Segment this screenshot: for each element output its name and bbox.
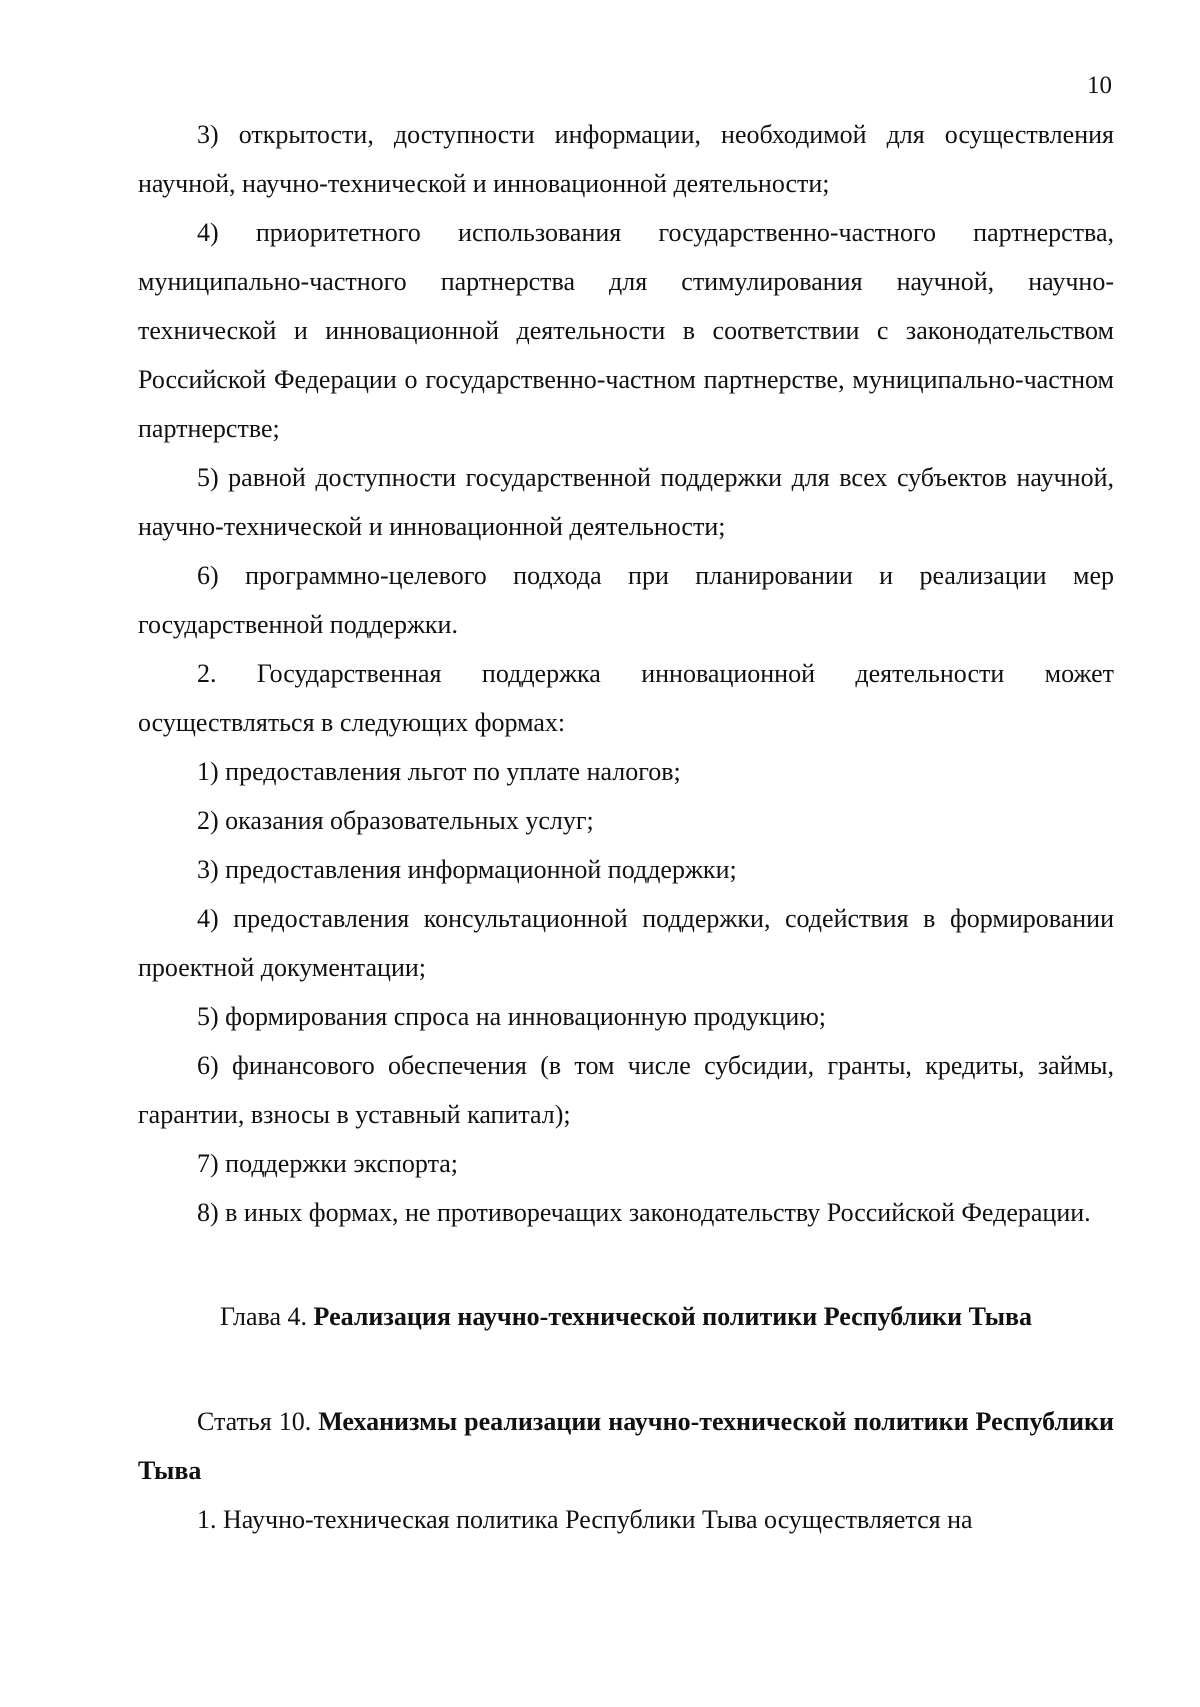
paragraph: 1. Научно-техническая политика Республики Тыва осуществляется на — [197, 1505, 973, 1534]
list-item: 8) в иных формах, не противоречащих законодательству Российской Федерации. — [197, 1198, 1091, 1227]
list-item: 3) предоставления информационной поддержки; — [197, 855, 737, 884]
list-item: 1) предоставления льгот по уплате налогов; — [197, 757, 681, 786]
list-item: 5) формирования спроса на инновационную продукцию; — [197, 1002, 826, 1031]
paragraph: 2. Государственная поддержка инновационной деятельности может осуществляться в следующих формах: — [138, 659, 1114, 737]
paragraph: 4) приоритетного использования государственно-частного партнерства, муниципально-частного партнерства для стимулирования научной, научно-технической и инновационной деятельности в соответствии с законодательством Российской Федерации о государственно-частном партнерстве, муниципально-частном партнерстве; — [138, 218, 1114, 443]
article-prefix: Статья 10. — [197, 1407, 312, 1436]
paragraph: 3) открытости, доступности информации, необходимой для осуществления научной, научно-технической и инновационной деятельности; — [138, 120, 1114, 198]
article-heading — [138, 1397, 1114, 1495]
page-number: 10 — [1087, 72, 1112, 99]
chapter-heading — [138, 1292, 1114, 1341]
paragraph: 6) программно-целевого подхода при планировании и реализации мер государственной поддержки. — [138, 561, 1114, 639]
paragraph: 5) равной доступности государственной поддержки для всех субъектов научной, научно-технической и инновационной деятельности; — [138, 463, 1114, 541]
article-title: Механизмы реализации научно-технической политики Республики Тыва — [138, 1407, 1114, 1485]
chapter-title: Реализация научно-технической политики Республики Тыва — [313, 1302, 1033, 1331]
list-item: 6) финансового обеспечения (в том числе субсидии, гранты, кредиты, займы, гарантии, взносы в уставный капитал); — [138, 1051, 1114, 1129]
chapter-prefix: Глава 4. — [219, 1302, 308, 1331]
document-body — [138, 110, 1114, 1544]
list-item: 7) поддержки экспорта; — [197, 1149, 459, 1178]
list-item: 2) оказания образовательных услуг; — [197, 806, 594, 835]
list-item: 4) предоставления консультационной поддержки, содействия в формировании проектной документации; — [138, 904, 1114, 982]
